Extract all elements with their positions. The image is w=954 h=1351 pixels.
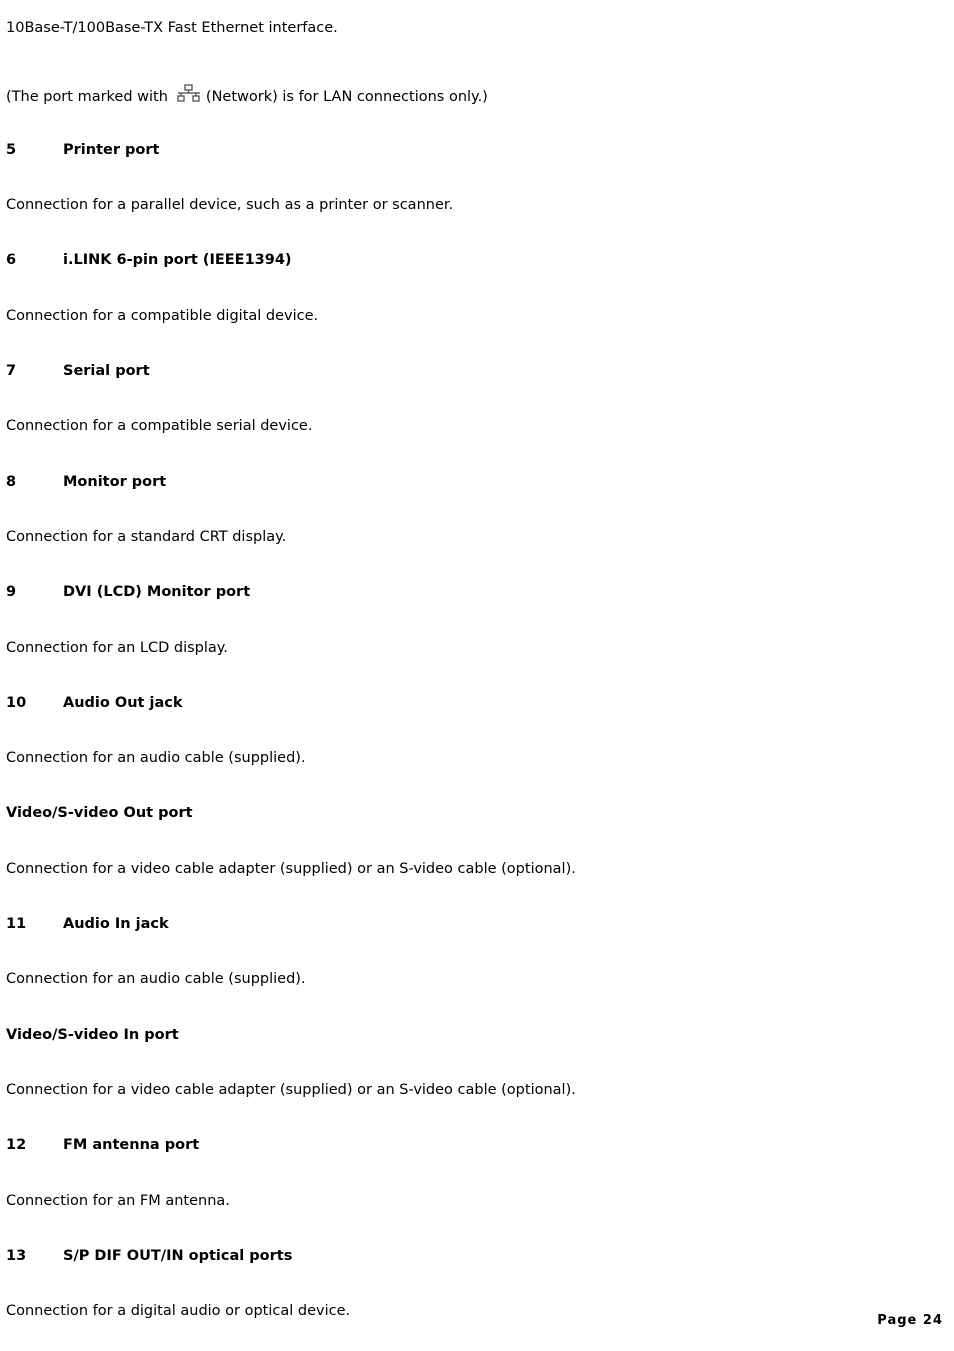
section-title: Printer port (63, 142, 160, 158)
section-title: Monitor port (63, 474, 167, 490)
ethernet-description: 10Base-T/100Base-TX Fast Ethernet interface. (6, 20, 338, 36)
section-number: 11 (6, 916, 27, 932)
section-description: Connection for a compatible digital device. (6, 308, 319, 324)
section-description: Connection for an FM antenna. (6, 1193, 230, 1209)
section-title: Serial port (63, 363, 150, 379)
section-number: 8 (6, 474, 17, 490)
section-title: S/P DIF OUT/IN optical ports (63, 1248, 293, 1264)
network-note (6, 84, 488, 110)
section-number: 7 (6, 363, 17, 379)
section-heading (6, 914, 169, 934)
section-heading (6, 1025, 179, 1045)
section-description: Connection for an audio cable (supplied). (6, 750, 306, 766)
section-heading (6, 250, 292, 270)
section-title: DVI (LCD) Monitor port (63, 584, 251, 600)
section-description: Connection for a parallel device, such as a printer or scanner. (6, 197, 454, 213)
page-number: Page 24 (877, 1313, 943, 1328)
section-number: 12 (6, 1137, 27, 1153)
section-title: Audio In jack (63, 916, 169, 932)
section-heading (6, 140, 159, 160)
section-description: Connection for an audio cable (supplied). (6, 971, 306, 987)
network-note-after: (Network) is for LAN connections only.) (205, 89, 488, 105)
section-heading (6, 693, 183, 713)
section-title: FM antenna port (63, 1137, 200, 1153)
section-number: 13 (6, 1248, 27, 1264)
section-description: Connection for a video cable adapter (supplied) or an S-video cable (optional). (6, 1082, 576, 1098)
section-heading (6, 361, 150, 381)
section-description: Connection for a standard CRT display. (6, 529, 287, 545)
section-number: 10 (6, 695, 27, 711)
section-number: 5 (6, 142, 17, 158)
network-icon (176, 84, 202, 110)
section-heading (6, 582, 250, 602)
section-description: Connection for a compatible serial device. (6, 418, 313, 434)
section-description: Connection for an LCD display. (6, 640, 228, 656)
section-number: 9 (6, 584, 17, 600)
section-description: Connection for a digital audio or optical device. (6, 1303, 351, 1319)
section-heading (6, 472, 166, 492)
section-heading (6, 803, 193, 823)
section-title: Video/S-video In port (6, 1027, 179, 1043)
section-title: i.LINK 6-pin port (IEEE1394) (63, 252, 292, 268)
section-heading (6, 1246, 292, 1266)
section-title: Video/S-video Out port (6, 805, 193, 821)
section-title: Audio Out jack (63, 695, 183, 711)
section-heading (6, 1135, 199, 1155)
network-note-before: (The port marked with (6, 89, 168, 105)
section-description: Connection for a video cable adapter (supplied) or an S-video cable (optional). (6, 861, 576, 877)
section-number: 6 (6, 252, 17, 268)
